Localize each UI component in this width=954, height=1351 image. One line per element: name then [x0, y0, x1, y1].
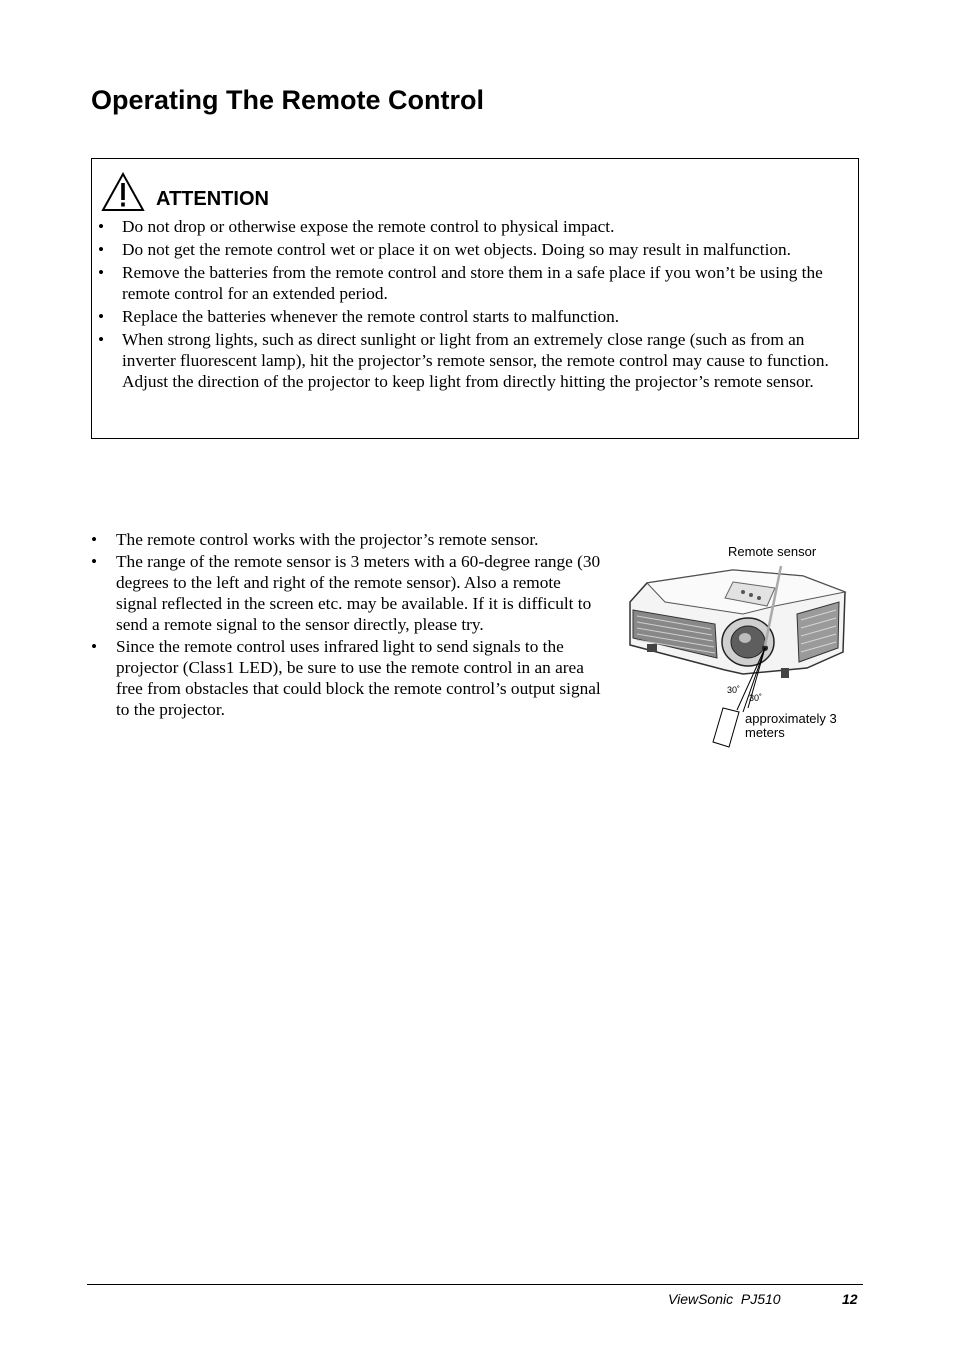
info-item-text: The remote control works with the projector’s remote sensor.: [116, 530, 539, 549]
distance-label-line1: approximately 3: [745, 711, 837, 726]
attention-item: [98, 329, 855, 392]
page-title: Operating The Remote Control: [91, 85, 485, 115]
projector-remote-figure: [625, 540, 865, 755]
attention-item-text: Do not get the remote control wet or place it on wet objects. Doing so may result in malfunction.: [122, 240, 792, 259]
page-number: 12: [842, 1291, 858, 1307]
attention-box: [91, 158, 859, 439]
attention-item: [98, 306, 855, 327]
attention-item: [98, 262, 855, 304]
bullet-marker: •: [98, 330, 105, 349]
info-item-text: Since the remote control uses infrared light to send signals to the projector (Class1 LED), be sure to use the remote control in an area free from obstacles that could block the remote control’s output signal to the projector.: [116, 637, 601, 719]
bullet-marker: •: [98, 263, 105, 282]
info-item: [91, 529, 606, 550]
bullet-marker: •: [91, 637, 98, 656]
bullet-marker: •: [98, 217, 105, 236]
bullet-marker: •: [98, 307, 105, 326]
remote-info-list: [91, 529, 606, 721]
bullet-marker: •: [91, 530, 98, 549]
attention-item: [98, 216, 855, 237]
angle-left-label: 30˚: [727, 685, 741, 695]
attention-item-text: Replace the batteries whenever the remote control starts to malfunction.: [122, 307, 620, 326]
attention-list: [98, 216, 855, 394]
attention-item-text: When strong lights, such as direct sunlight or light from an extremely close range (such as from an inverter fluorescent lamp), hit the projector’s remote sensor, the remote control may cause to function. Adjust the direction of the projector to keep light from directly hitting the projector’s remote sensor.: [122, 330, 829, 391]
footer-brand: ViewSonic PJ510: [668, 1291, 781, 1307]
bullet-marker: •: [91, 552, 98, 571]
info-item-text: The range of the remote sensor is 3 meters with a 60-degree range (30 degrees to the left and right of the remote sensor). Also a remote signal reflected in the screen etc. may be available. If it is difficult to send a remote signal to the sensor directly, please try.: [116, 552, 601, 634]
info-item: [91, 551, 606, 635]
remote-sensor-label: Remote sensor: [728, 544, 817, 559]
attention-item-text: Do not drop or otherwise expose the remote control to physical impact.: [122, 217, 615, 236]
attention-item: [98, 239, 855, 260]
attention-item-text: Remove the batteries from the remote control and store them in a safe place if you won’t be using the remote control for an extended period.: [122, 263, 823, 303]
angle-right-label: 30˚: [749, 693, 763, 703]
bullet-marker: •: [98, 240, 105, 259]
info-item: [91, 636, 606, 720]
attention-label: ATTENTION: [156, 188, 269, 210]
footer-divider: [87, 1284, 863, 1285]
distance-label-line2: meters: [745, 725, 785, 740]
warning-triangle-icon: [100, 171, 146, 213]
